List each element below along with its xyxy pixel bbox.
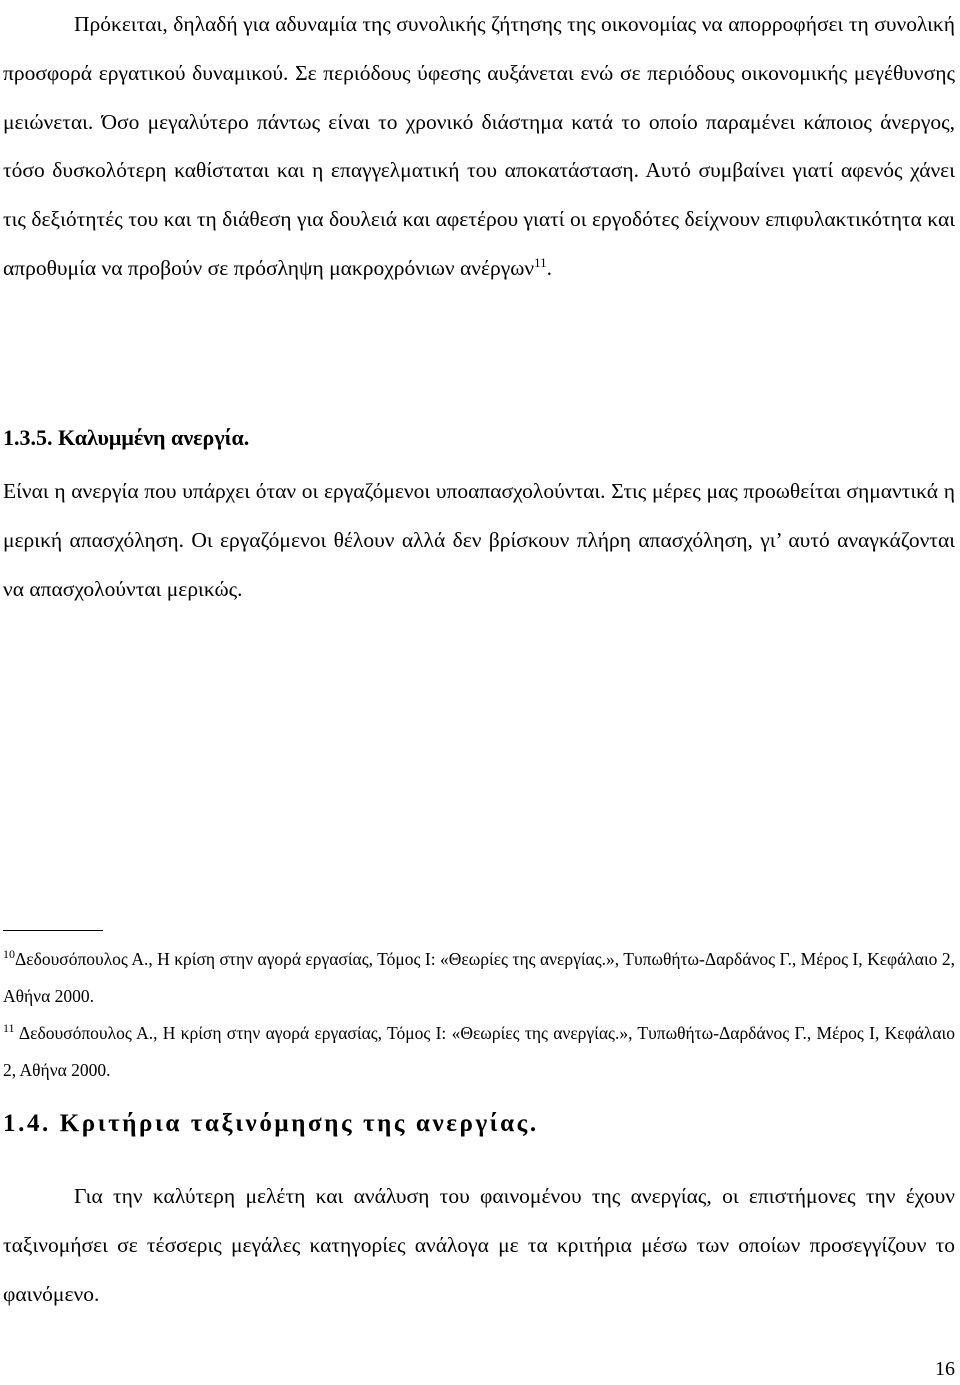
footnote-text: Δεδουσόπουλος Α., Η κρίση στην αγορά εργασίας, Τόμος Ι: «Θεωρίες της ανεργίας.», Τυπωθήτω-Δαρδάνος Γ., Μέρος Ι, Κεφάλαιο 2, Αθήνα 2000. (3, 949, 955, 1006)
body-paragraph-classification (3, 1172, 955, 1318)
footnote-number: 11 (3, 1021, 15, 1035)
body-paragraph-unemployment-duration (3, 0, 955, 293)
footnote-11 (3, 1015, 955, 1089)
paragraph-text: Πρόκειται, δηλαδή για αδυναμία της συνολικής ζήτησης της οικονομίας να απορροφήσει τη συνολική προσφορά εργατικού δυναμικού. Σε περιόδους ύφεσης αυξάνεται ενώ σε περιόδους οικονομικής μεγέθυνσης μειώνεται. Όσο μεγαλύτερο πάντως είναι το χρονικό διάστημα κατά το οποίο παραμένει κάποιος άνεργος, τόσο δυσκολότερη καθίσταται και η επαγγελματική του αποκατάσταση. Αυτό συμβαίνει γιατί αφενός χάνει τις δεξιότητές του και τη διάθεση για δουλειά και αφετέρου γιατί οι εργοδότες δείχνουν επιφυλακτικότητα και απροθυμία να προβούν σε πρόσληψη μακροχρόνιων ανέργων (3, 12, 955, 280)
section-heading: 1.4. Κριτήρια ταξινόμησης της ανεργίας. (3, 1110, 539, 1137)
footnote-number: 10 (3, 947, 15, 961)
body-paragraph-hidden-unemployment: Είναι η ανεργία που υπάρχει όταν οι εργαζόμενοι υποαπασχολούνται. Στις μέρες μας προωθείται σημαντικά η μερική απασχόληση. Οι εργαζόμενοι θέλουν αλλά δεν βρίσκουν πλήρη απασχόληση, γι’ αυτό αναγκάζονται να απασχολούνται μερικώς. (3, 479, 955, 601)
page-number: 16 (935, 1358, 955, 1380)
paragraph-text: Για την καλύτερη μελέτη και ανάλυση του φαινομένου της ανεργίας, οι επιστήμονες την έχουν ταξινομήσει σε τέσσερις μεγάλες κατηγορίες ανάλογα με τα κριτήρια μέσω των οποίων προσεγγίζουν το φαινόμενο. (3, 1184, 955, 1306)
footnote-reference: 11 (534, 254, 547, 270)
paragraph-end: . (546, 255, 552, 280)
subsection-heading: 1.3.5. Καλυμμένη ανεργία. (3, 425, 250, 450)
footnote-separator (3, 930, 103, 931)
footnote-10 (3, 941, 955, 1015)
footnote-text: Δεδουσόπουλος Α., Η κρίση στην αγορά εργασίας, Τόμος Ι: «Θεωρίες της ανεργίας.», Τυπωθήτω-Δαρδάνος Γ., Μέρος Ι, Κεφάλαιο 2, Αθήνα 2000. (3, 1023, 955, 1080)
